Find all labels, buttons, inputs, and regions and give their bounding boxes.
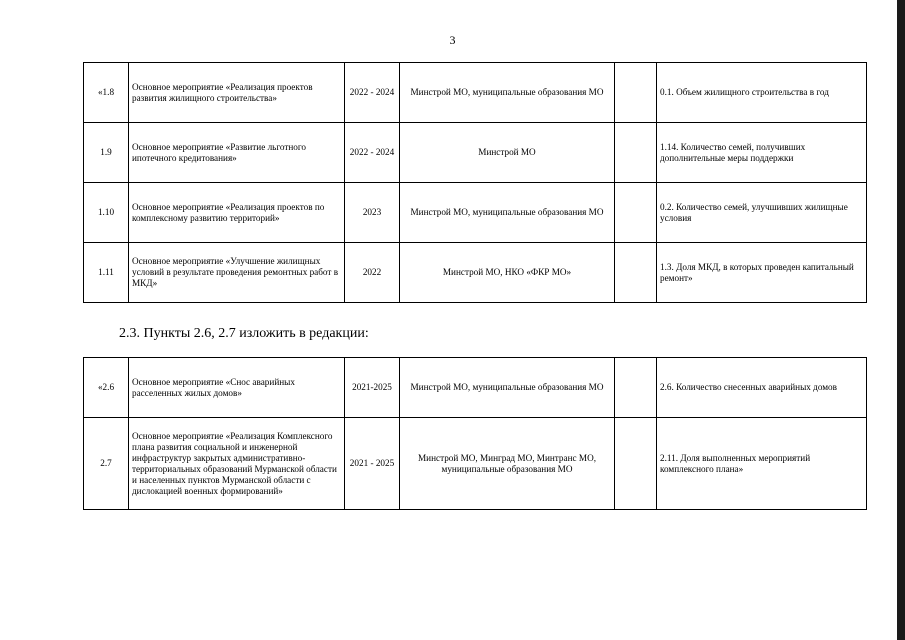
event-cell: Основное мероприятие «Развитие льготного ипотечного кредитования» [129, 123, 345, 183]
row-number: «2.6 [84, 358, 129, 418]
table-row [84, 418, 867, 510]
table-row [84, 183, 867, 243]
row-number: 1.11 [84, 243, 129, 303]
row-number: 1.10 [84, 183, 129, 243]
program-table-2 [83, 357, 867, 510]
program-table-1 [83, 62, 867, 303]
indicator-cell: 2.6. Количество снесенных аварийных домов [657, 358, 867, 418]
row-number: 1.9 [84, 123, 129, 183]
event-cell: Основное мероприятие «Снос аварийных расселенных жилых домов» [129, 358, 345, 418]
blank-cell [615, 183, 657, 243]
year-cell: 2021-2025 [345, 358, 400, 418]
event-cell: Основное мероприятие «Реализация проектов развития жилищного строительства» [129, 63, 345, 123]
blank-cell [615, 243, 657, 303]
indicator-cell: 2.11. Доля выполненных мероприятий комплексного плана» [657, 418, 867, 510]
section-heading: 2.3. Пункты 2.6, 2.7 изложить в редакции: [119, 326, 369, 341]
executor-cell: Минстрой МО, муниципальные образования МО [400, 63, 615, 123]
page-number: 3 [449, 33, 456, 47]
executor-cell: Минстрой МО, муниципальные образования МО [400, 358, 615, 418]
indicator-cell: 0.1. Объем жилищного строительства в год [657, 63, 867, 123]
blank-cell [615, 63, 657, 123]
table-row [84, 243, 867, 303]
executor-cell: Минстрой МО, муниципальные образования МО [400, 183, 615, 243]
blank-cell [615, 418, 657, 510]
year-cell: 2021 - 2025 [345, 418, 400, 510]
year-cell: 2022 - 2024 [345, 63, 400, 123]
executor-cell: Минстрой МО, Минград МО, Минтранс МО, муниципальные образования МО [400, 418, 615, 510]
indicator-cell: 1.14. Количество семей, получивших дополнительные меры поддержки [657, 123, 867, 183]
blank-cell [615, 123, 657, 183]
row-number: «1.8 [84, 63, 129, 123]
indicator-cell: 0.2. Количество семей, улучшивших жилищные условия [657, 183, 867, 243]
row-number: 2.7 [84, 418, 129, 510]
table-row [84, 358, 867, 418]
table-row [84, 63, 867, 123]
blank-cell [615, 358, 657, 418]
indicator-cell: 1.3. Доля МКД, в которых проведен капитальный ремонт» [657, 243, 867, 303]
year-cell: 2023 [345, 183, 400, 243]
year-cell: 2022 [345, 243, 400, 303]
executor-cell: Минстрой МО, НКО «ФКР МО» [400, 243, 615, 303]
year-cell: 2022 - 2024 [345, 123, 400, 183]
event-cell: Основное мероприятие «Реализация Комплексного плана развития социальной и инженерной инфраструктур закрытых административно-территориальных образований Мурманской области и населенных пунктов Мурманской области с дислокацией военных формирований» [129, 418, 345, 510]
executor-cell: Минстрой МО [400, 123, 615, 183]
event-cell: Основное мероприятие «Улучшение жилищных условий в результате проведения ремонтных работ в МКД» [129, 243, 345, 303]
event-cell: Основное мероприятие «Реализация проектов по комплексному развитию территорий» [129, 183, 345, 243]
scan-page-edge [897, 0, 905, 640]
table-row [84, 123, 867, 183]
